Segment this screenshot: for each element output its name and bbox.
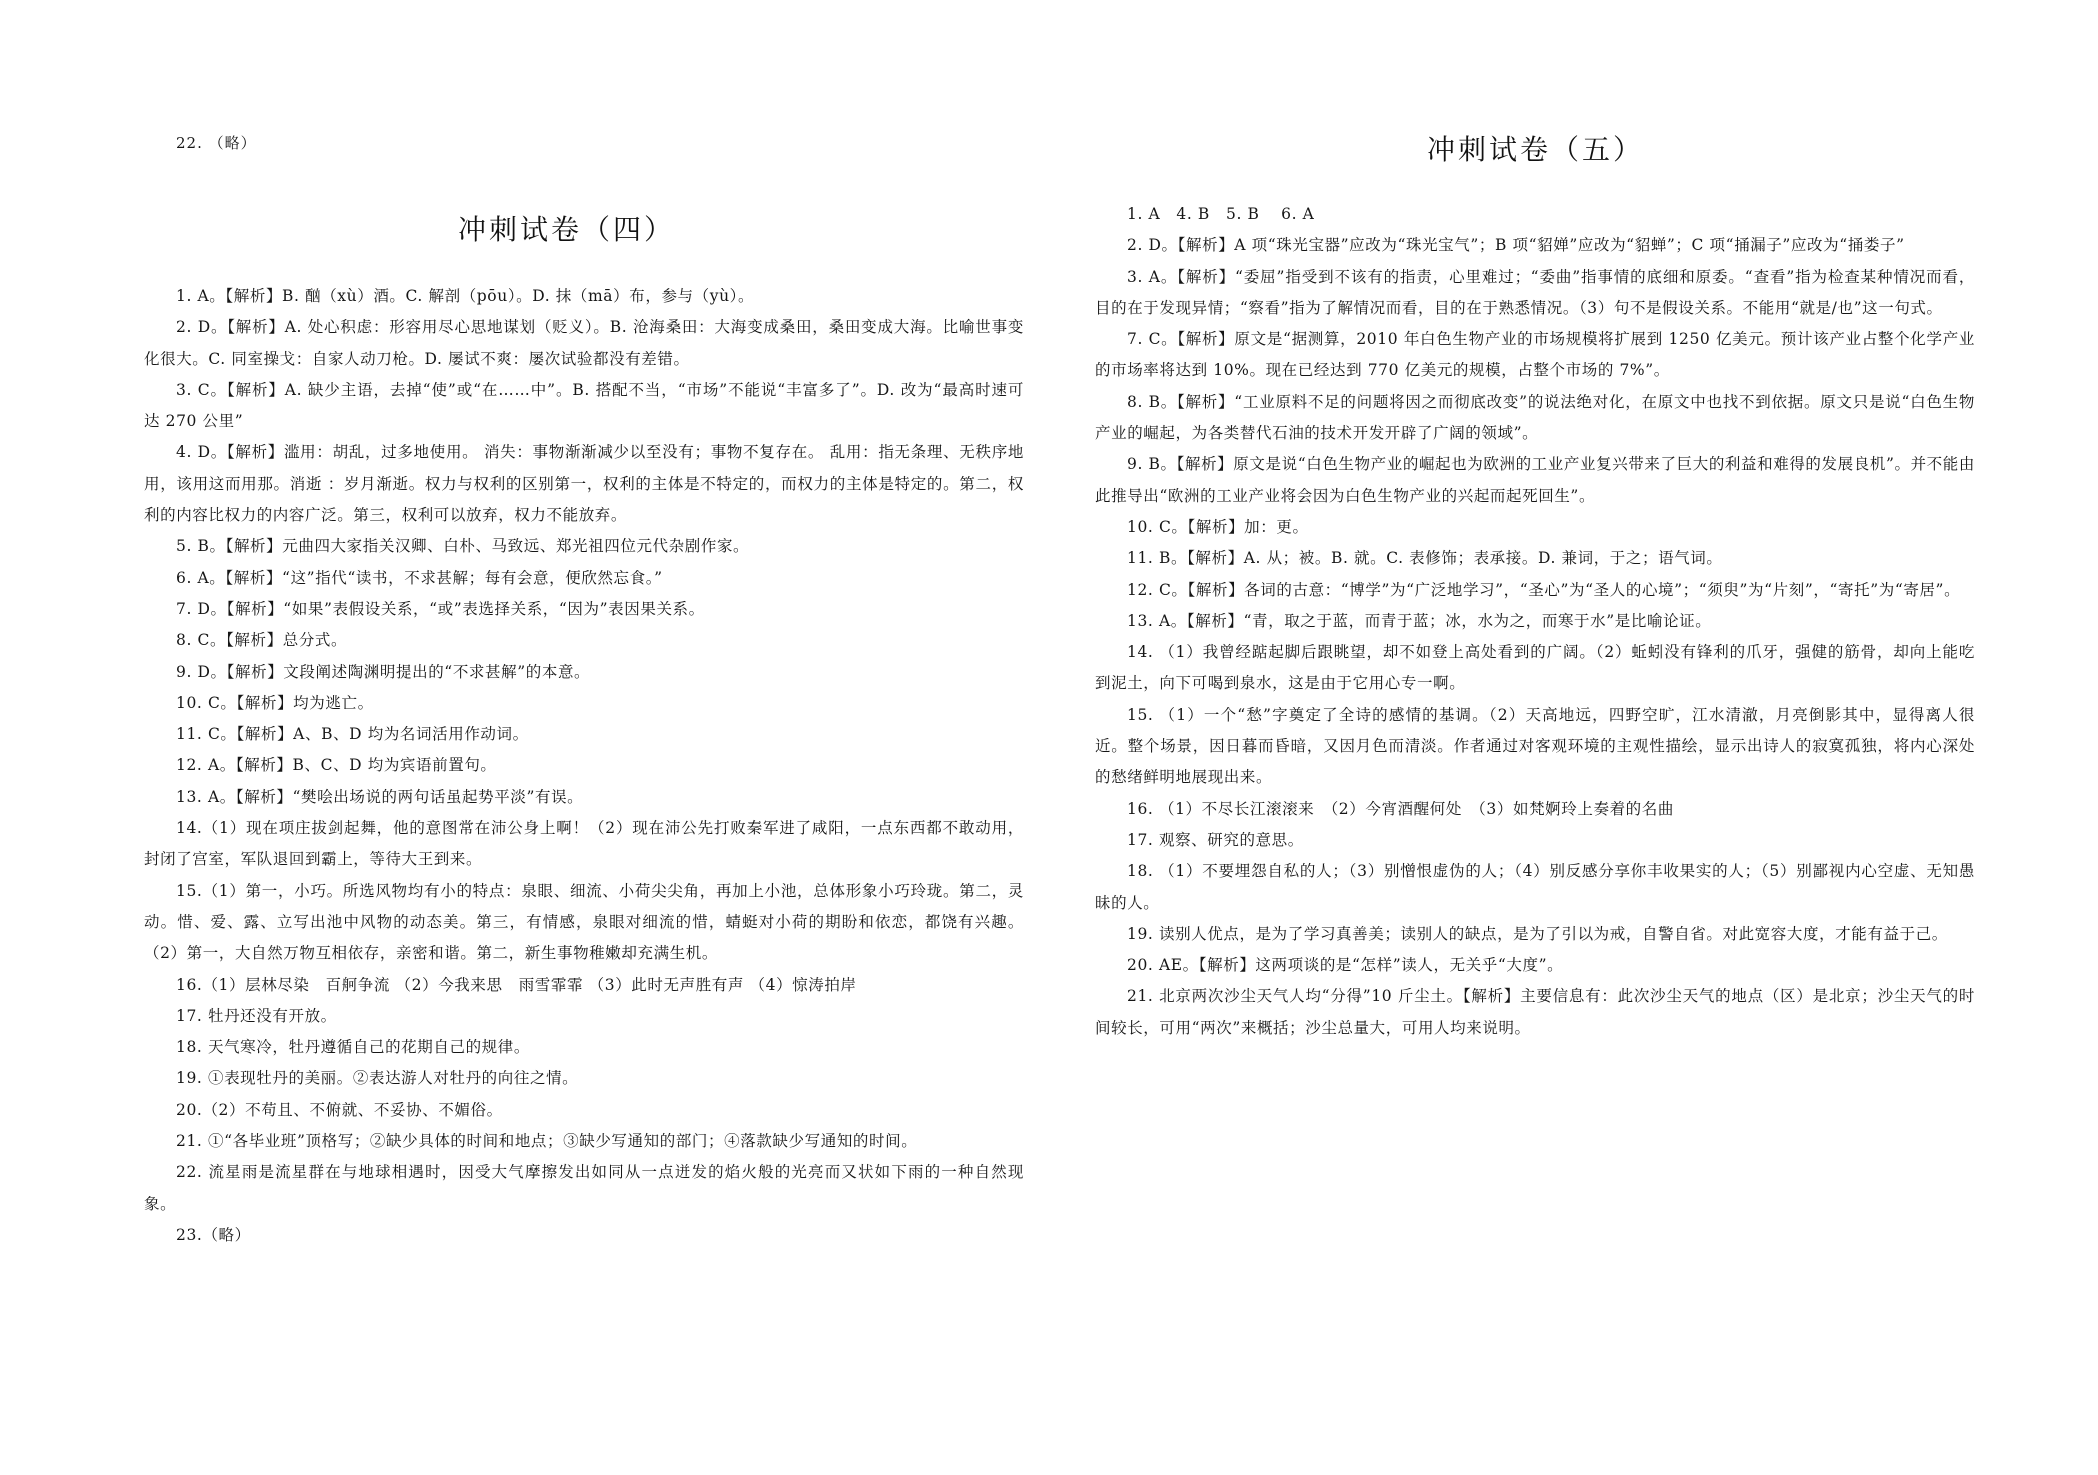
answer-item: 18. （1）不要埋怨自私的人；（3）别憎恨虚伪的人；（4）别反感分享你丰收果实的人；（5）别鄙视内心空虚、无知愚昧的人。	[1095, 862, 1975, 912]
answer-item: 17. 观察、研究的意思。	[1127, 830, 1304, 849]
answer-item: 2. D。【解析】A. 处心积虑：形容用尽心思地谋划（贬义）。B. 沧海桑田：大海变成桑田，桑田变成大海。比喻世事变化很大。C. 同室操戈：自家人动刀枪。D. 屡试不爽：屡次试验都没有差错。	[144, 318, 1024, 368]
exam-title-five: 冲刺试卷（五）	[1427, 133, 1645, 166]
exam-title-four: 冲刺试卷（四）	[458, 213, 676, 246]
answer-item: 6. A。【解析】“这”指代“读书，不求甚解；每有会意，便欣然忘食。”	[176, 568, 663, 587]
answer-item: 10. C。【解析】加：更。	[1127, 517, 1309, 536]
answer-item: 3. A。【解析】“委屈”指受到不该有的指责，心里难过；“委曲”指事情的底细和原委。“查看”指为检查某种情况而看，目的在于发现异情；“察看”指为了解情况而看，目的在于熟悉情况。（3）句不是假设关系。不能用“就是/也”这一句式。	[1095, 267, 1975, 317]
answer-item: 15.（1）第一，小巧。所选风物均有小的特点：泉眼、细流、小荷尖尖角，再加上小池，总体形象小巧玲珑。第二，灵动。惜、爱、露、立写出池中风物的动态美。第三，有情感，泉眼对细流的惜，蜻蜓对小荷的期盼和依恋，都饶有兴趣。（2）第一，大自然万物互相依存，亲密和谐。第二，新生事物稚嫩却充满生机。	[144, 881, 1024, 963]
answer-item: 21. 北京两次沙尘天气人均“分得”10 斤尘土。【解析】主要信息有：此次沙尘天气的地点（区）是北京；沙尘天气的时间较长，可用“两次”来概括；沙尘总量大，可用人均来说明。	[1095, 987, 1975, 1037]
answer-item: 8. C。【解析】总分式。	[176, 631, 348, 650]
answer-item: 23.（略）	[176, 1225, 251, 1244]
answer-item: 16.（1）层林尽染 百舸争流 （2）今我来思 雨雪霏霏 （3）此时无声胜有声 （4）惊涛拍岸	[176, 975, 857, 994]
answer-item: 20.（2）不苟且、不俯就、不妥协、不媚俗。	[176, 1100, 503, 1119]
answer-item: 14.（1）现在项庄拔剑起舞，他的意图常在沛公身上啊！（2）现在沛公先打败秦军进了咸阳，一点东西都不敢动用，封闭了宫室，军队退回到霸上，等待大王到来。	[144, 819, 1024, 869]
previous-item-22: 22. （略）	[176, 134, 257, 152]
answer-item: 1. A。【解析】B. 酗（xù）酒。C. 解剖（pōu）。D. 抹（mā）布，参与（yù）。	[176, 287, 755, 305]
answer-item: 22. 流星雨是流星群在与地球相遇时，因受大气摩擦发出如同从一点迸发的焰火般的光亮而又状如下雨的一种自然现象。	[144, 1163, 1024, 1213]
answer-item: 11. C。【解析】A、B、D 均为名词活用作动词。	[176, 725, 529, 744]
answer-item: 11. B。【解析】A. 从；被。B. 就。C. 表修饰；表承接。D. 兼词，于之；语气词。	[1127, 549, 1723, 568]
answer-item: 15. （1）一个“愁”字奠定了全诗的感情的基调。（2）天高地远，四野空旷，江水清澈，月亮倒影其中，显得离人很近。整个场景，因日暮而昏暗，又因月色而清淡。作者通过对客观环境的主观性描绘，显示出诗人的寂寞孤独，将内心深处的愁绪鲜明地展现出来。	[1095, 705, 1975, 787]
answer-item: 13. A。【解析】“樊哙出场说的两句话虽起势平淡”有误。	[176, 787, 584, 806]
answer-item: 8. B。【解析】“工业原料不足的问题将因之而彻底改变”的说法绝对化，在原文中也找不到依据。原文只是说“白色生物产业的崛起，为各类替代石油的技术开发开辟了广阔的领域”。	[1095, 392, 1975, 443]
answer-item: 12. C。【解析】各词的古意：“博学”为“广泛地学习”，“圣心”为“圣人的心境”；“须臾”为“片刻”，“寄托”为“寄居”。	[1127, 580, 1961, 599]
answer-item: 18. 天气寒冷，牡丹遵循自己的花期自己的规律。	[176, 1038, 530, 1057]
answer-item: 20. AE。【解析】这两项谈的是“怎样”读人，无关乎“大度”。	[1127, 956, 1564, 975]
answer-item: 9. D。【解析】文段阐述陶渊明提出的“不求甚解”的本意。	[176, 662, 591, 681]
answer-item: 10. C。【解析】均为逃亡。	[176, 693, 374, 712]
answer-item: 21. ①“各毕业班”顶格写；②缺少具体的时间和地点；③缺少写通知的部门；④落款缺少写通知的时间。	[176, 1132, 918, 1151]
answer-item: 17. 牡丹还没有开放。	[176, 1006, 337, 1025]
answer-list-five	[1095, 199, 1975, 1044]
answer-item: 9. B。【解析】原文是说“白色生物产业的崛起也为欧洲的工业产业复兴带来了巨大的利益和难得的发展良机”。并不能由此推导出“欧洲的工业产业将会因为白色生物产业的兴起而起死回生”。	[1095, 455, 1975, 505]
answer-item: 7. C。【解析】原文是“据测算，2010 年白色生物产业的市场规模将扩展到 1250 亿美元。预计该产业占整个化学产业的市场率将达到 10%。现在已经达到 770 亿美元的规模，占整个市场的 7%”。	[1095, 330, 1975, 380]
answer-item: 2. D。【解析】A 项“珠光宝器”应改为“珠光宝气”；B 项“貂婵”应改为“貂蝉”；C 项“捅漏子”应改为“捅娄子”	[1127, 236, 1905, 255]
answer-list-four	[144, 281, 1024, 1251]
answer-item: 19. ①表现牡丹的美丽。②表达游人对牡丹的向往之情。	[176, 1069, 579, 1088]
answer-item: 4. D。【解析】滥用：胡乱，过多地使用。 消失：事物渐渐减少以至没有；事物不复存在。 乱用：指无条理、无秩序地用，该用这而用那。消逝 ：岁月渐逝。权力与权利的区别第一，权利的主体是不特定的，而权力的主体是特定的。第二，权利的内容比权力的内容广泛。第三，权利可以放弃，权力不能放弃。	[144, 443, 1024, 525]
answer-item: 16. （1）不尽长江滚滚来 （2）今宵酒醒何处 （3）如梵婀玲上奏着的名曲	[1127, 799, 1674, 818]
answer-item: 13. A。【解析】“青，取之于蓝，而青于蓝；冰，水为之，而寒于水”是比喻论证。	[1127, 611, 1712, 630]
answer-item: 12. A。【解析】B、C、D 均为宾语前置句。	[176, 756, 497, 775]
answer-item: 1. A 4. B 5. B 6. A	[1127, 205, 1315, 223]
answer-item: 14. （1）我曾经踮起脚后跟眺望，却不如登上高处看到的广阔。（2）蚯蚓没有锋利的爪牙，强健的筋骨，却向上能吃到泥土，向下可喝到泉水，这是由于它用心专一啊。	[1095, 643, 1975, 693]
answer-item: 5. B。【解析】元曲四大家指关汉卿、白朴、马致远、郑光祖四位元代杂剧作家。	[176, 537, 750, 556]
answer-item: 7. D。【解析】“如果”表假设关系，“或”表选择关系，“因为”表因果关系。	[176, 599, 705, 618]
answer-item: 19. 读别人优点，是为了学习真善美；读别人的缺点，是为了引以为戒，自警自省。对此宽容大度，才能有益于己。	[1127, 924, 1948, 943]
answer-item: 3. C。【解析】A. 缺少主语，去掉“使”或“在……中”。B. 搭配不当，“市场”不能说“丰富多了”。D. 改为“最高时速可达 270 公里”	[144, 380, 1024, 431]
